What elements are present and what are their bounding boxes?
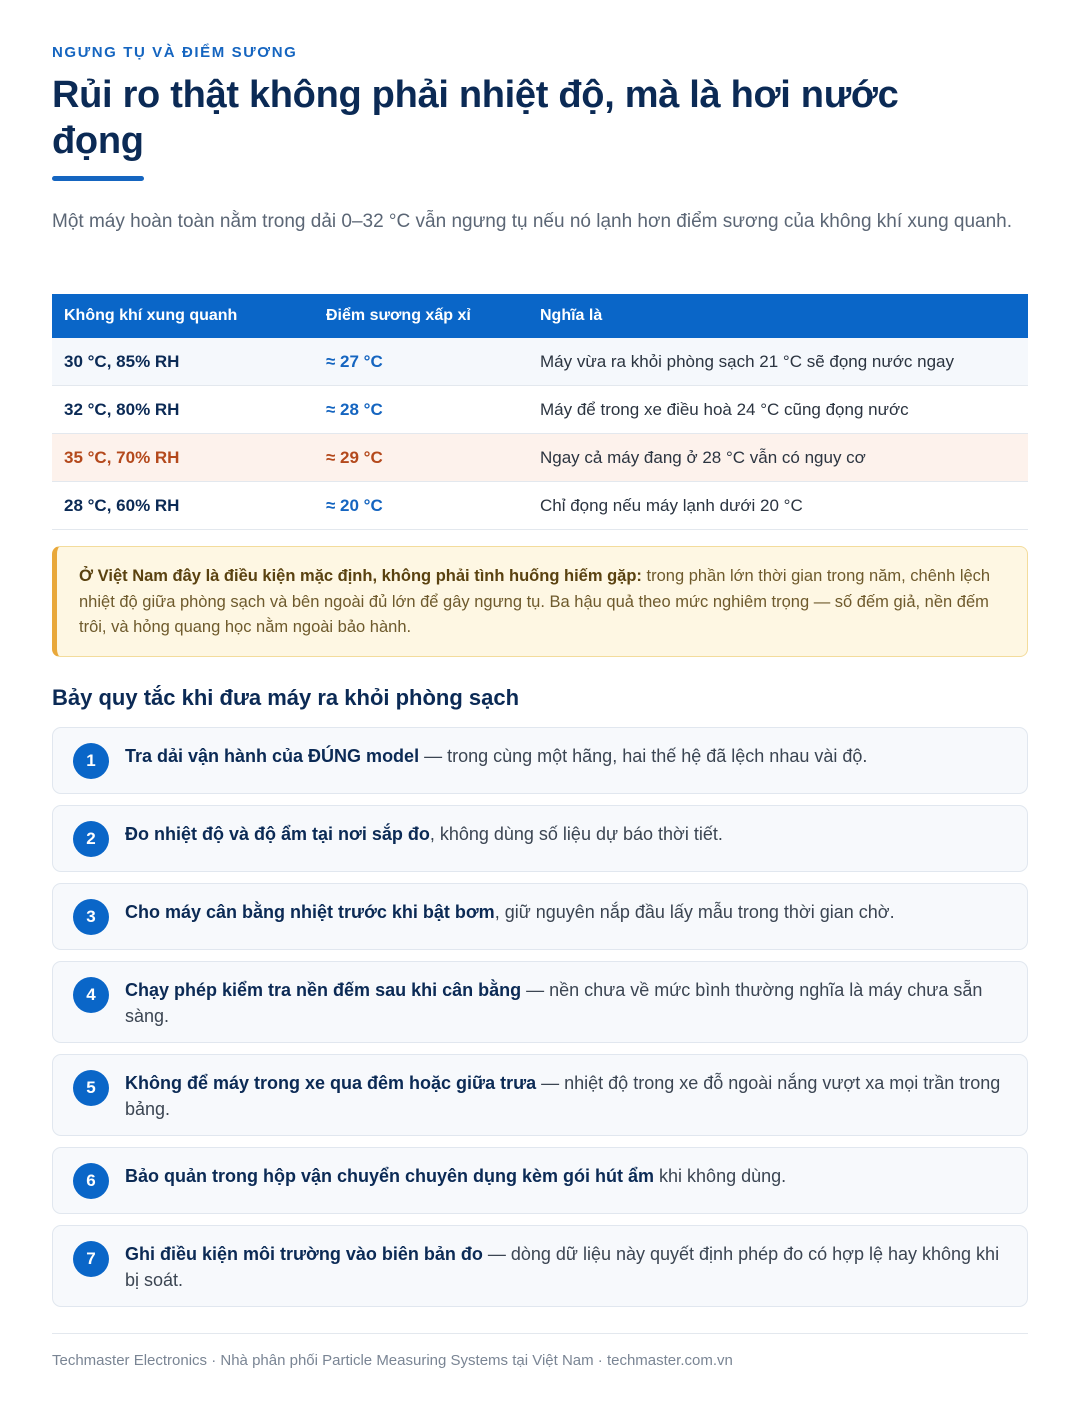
rule-rest: — trong cùng một hãng, hai thế hệ đã lệch nhau vài độ. xyxy=(419,746,868,766)
table-header xyxy=(52,294,1028,338)
cell-air: 28 °C, 60% RH xyxy=(64,495,180,515)
title-underline xyxy=(52,176,144,181)
rule-card xyxy=(52,1225,1028,1307)
rule-bold: Đo nhiệt độ và độ ẩm tại nơi sắp đo xyxy=(125,824,430,844)
rule-text xyxy=(125,899,1009,925)
rule-card xyxy=(52,727,1028,794)
rule-rest: khi không dùng. xyxy=(654,1166,787,1186)
cell-dew-point: ≈ 20 °C xyxy=(326,495,383,515)
rule-number-badge: 3 xyxy=(73,899,109,935)
rule-text xyxy=(125,1163,1009,1189)
rule-text xyxy=(125,743,1009,769)
rule-bold: Tra dải vận hành của ĐÚNG model xyxy=(125,746,420,766)
table-row-highlight xyxy=(52,434,1028,482)
cell-air: 32 °C, 80% RH xyxy=(64,399,180,419)
rule-rest: , không dùng số liệu dự báo thời tiết. xyxy=(429,824,723,844)
footer-divider xyxy=(52,1333,1028,1334)
table-row xyxy=(52,482,1028,530)
table-row xyxy=(52,338,1028,386)
rules-section-title: Bảy quy tắc khi đưa máy ra khỏi phòng sạch xyxy=(52,685,520,710)
warning-callout xyxy=(52,546,1028,657)
rule-bold: Bảo quản trong hộp vận chuyển chuyên dụng kèm gói hút ẩm xyxy=(125,1166,655,1186)
rule-rest: — nền chưa về mức bình thường nghĩa là máy chưa sẵn sàng. xyxy=(125,980,983,1026)
column-header-air: Không khí xung quanh xyxy=(64,307,238,324)
intro-paragraph: Một máy hoàn toàn nằm trong dải 0–32 °C vẫn ngưng tụ nếu nó lạnh hơn điểm sương của không khí xung quanh. xyxy=(52,211,1013,232)
rule-text xyxy=(125,977,1009,1029)
cell-air: 30 °C, 85% RH xyxy=(64,351,180,371)
rule-card xyxy=(52,961,1028,1043)
rule-rest: , giữ nguyên nắp đầu lấy mẫu trong thời gian chờ. xyxy=(494,902,895,922)
cell-meaning: Chỉ đọng nếu máy lạnh dưới 20 °C xyxy=(540,495,803,515)
cell-dew-point: ≈ 29 °C xyxy=(326,447,383,467)
dew-point-table xyxy=(52,294,1028,530)
rule-bold: Chạy phép kiểm tra nền đếm sau khi cân bằng xyxy=(125,980,522,1000)
rule-number-badge: 4 xyxy=(73,977,109,1013)
rule-text xyxy=(125,1241,1009,1293)
rule-bold: Ghi điều kiện môi trường vào biên bản đo xyxy=(125,1244,483,1264)
column-header-dew: Điểm sương xấp xỉ xyxy=(326,307,471,324)
rule-card xyxy=(52,805,1028,872)
cell-meaning: Máy vừa ra khỏi phòng sạch 21 °C sẽ đọng nước ngay xyxy=(540,351,954,371)
rule-text xyxy=(125,821,1009,847)
page-title: Rủi ro thật không phải nhiệt độ, mà là hơi nước đọng xyxy=(52,74,899,162)
rule-number-badge: 5 xyxy=(73,1070,109,1106)
callout-text: trong phần lớn thời gian trong năm, chênh lệch nhiệt độ giữa phòng sạch và bên ngoài đủ lớn để gây ngưng tụ. Ba hậu quả theo mức nghiêm trọng — số đếm giả, nền đếm trôi, và hỏng quang học nằm ngoài bảo hành. xyxy=(79,567,991,636)
column-header-meaning: Nghĩa là xyxy=(540,307,603,324)
rule-card xyxy=(52,883,1028,950)
cell-dew-point: ≈ 27 °C xyxy=(326,351,383,371)
rule-number-badge: 2 xyxy=(73,821,109,857)
cell-meaning: Ngay cả máy đang ở 28 °C vẫn có nguy cơ xyxy=(540,447,866,467)
rule-number-badge: 1 xyxy=(73,743,109,779)
eyebrow: NGƯNG TỤ VÀ ĐIỂM SƯƠNG xyxy=(52,44,298,61)
rule-bold: Cho máy cân bằng nhiệt trước khi bật bơm xyxy=(125,902,495,922)
footer-text: Techmaster Electronics · Nhà phân phối Particle Measuring Systems tại Việt Nam · techmaster.com.vn xyxy=(52,1352,733,1369)
rule-text xyxy=(125,1070,1009,1122)
rule-number-badge: 7 xyxy=(73,1241,109,1277)
rule-bold: Không để máy trong xe qua đêm hoặc giữa trưa xyxy=(125,1073,537,1093)
cell-air: 35 °C, 70% RH xyxy=(64,447,180,467)
table-row xyxy=(52,386,1028,434)
rule-number-badge: 6 xyxy=(73,1163,109,1199)
rule-card xyxy=(52,1054,1028,1136)
rule-rest: — dòng dữ liệu này quyết định phép đo có hợp lệ hay không khi bị soát. xyxy=(125,1244,1000,1290)
rule-rest: — nhiệt độ trong xe đỗ ngoài nắng vượt xa mọi trần trong bảng. xyxy=(125,1073,1001,1119)
rule-card xyxy=(52,1147,1028,1214)
cell-meaning: Máy để trong xe điều hoà 24 °C cũng đọng nước xyxy=(540,399,909,419)
callout-strong: Ở Việt Nam đây là điều kiện mặc định, không phải tình huống hiếm gặp: xyxy=(79,567,642,585)
cell-dew-point: ≈ 28 °C xyxy=(326,399,383,419)
